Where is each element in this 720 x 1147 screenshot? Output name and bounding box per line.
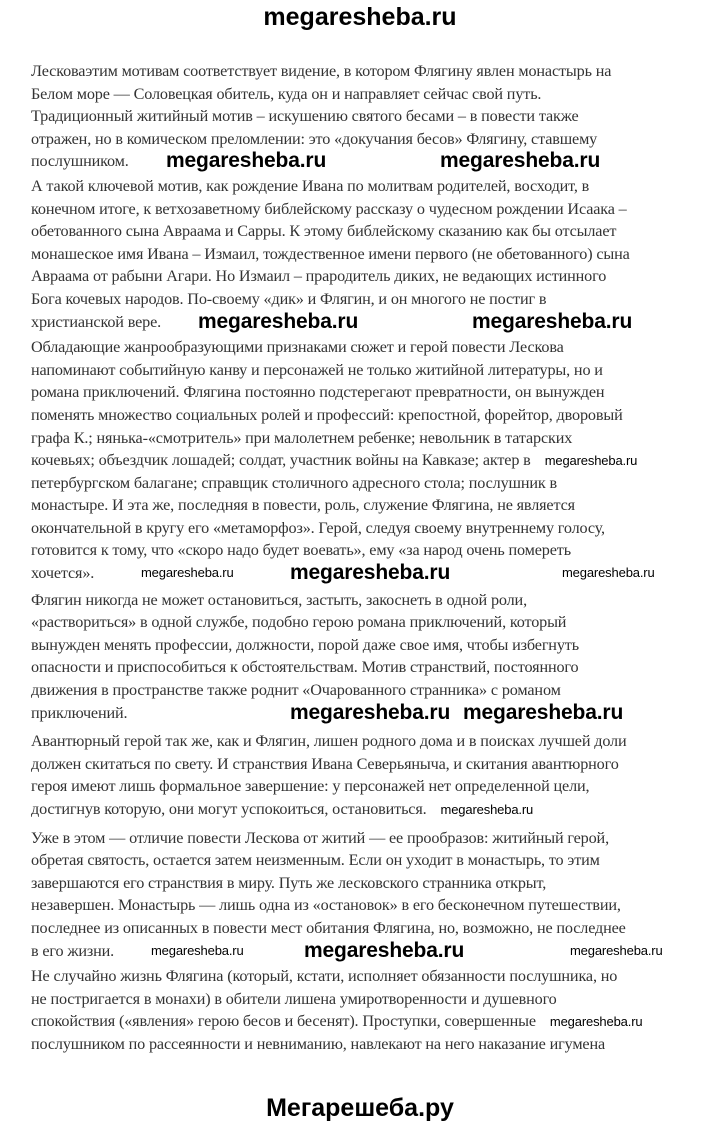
watermark: megaresheba.ru [166,149,327,173]
text-line-content: напоминают событийную канву и персонажей не только житийной литературы, но и [31,360,603,379]
text-line [31,1033,701,1056]
text-line-content: движения в пространстве также роднит «Очарованного странника» с романом [31,681,561,700]
text-line-content: петербургском балагане; справщик столичного адресного стола; послушник в [31,473,557,492]
watermark: megaresheba.ru [290,700,451,724]
text-line [31,730,701,753]
text-line [31,359,701,382]
text-line [31,589,701,612]
text-line-content: «раствориться» в одной службе, подобно герою романа приключений, который [31,613,567,632]
text-line-content: послушником по рассеянности и невниманию, навлекают на него наказание игумена [31,1034,606,1053]
text-line-content: не постригается в монахи) в обители лишена умиротворенности и душевного [31,989,557,1008]
paragraph [31,336,701,585]
watermark: megaresheba.ru [151,942,244,958]
text-line-content: Традиционный житийный мотив – искушению святого бесами – в повести также [31,107,579,126]
text-line [31,894,701,917]
text-line [31,849,701,872]
text-line [31,105,701,128]
text-line [31,827,701,850]
site-watermark-header: megaresheba.ru [263,3,457,31]
text-line [31,449,701,472]
text-line-content: отражен, но в комическом преломлении: это «докучания бесов» Флягину, ставшему [31,129,598,148]
text-line-content: героя имеют лишь формальное завершение: у персонажей нет определенной цели, [31,777,590,796]
watermark: megaresheba.ru [198,309,359,333]
watermark: megaresheba.ru [544,453,638,469]
text-line-content: опасности и приспособиться к обстоятельствам. Мотив странствий, постоянного [31,658,579,677]
text-line [31,311,701,334]
text-line-content: должен скитаться по свету. И странствия Ивана Северьяныча, и скитания авантюрного [31,754,619,773]
text-line [31,965,701,988]
text-line-content: конечном итоге, к ветхозаветному библейскому рассказу о чудесном рождении Исаака – [31,199,627,218]
paragraph [31,60,701,173]
watermark: megaresheba.ru [472,309,633,333]
text-line [31,872,701,895]
text-line [31,198,701,221]
watermark: megaresheba.ru [463,700,624,724]
text-line [31,404,701,427]
paragraph [31,827,701,963]
text-line [31,83,701,106]
watermark: megaresheba.ru [440,802,534,817]
text-line [31,150,701,173]
text-line-content: последнее из описанных в повести мест обитания Флягина, но, возможно, не последнее [31,918,626,937]
watermark: megaresheba.ru [570,942,663,958]
text-line [31,128,701,151]
watermark: megaresheba.ru [141,565,234,581]
watermark: megaresheba.ru [290,561,451,585]
text-line-content: кочевьях; объездчик лошадей; солдат, участник войны на Кавказе; актер в [31,451,531,470]
text-line-content: приключений. [31,703,128,722]
text-line [31,702,701,725]
text-line [31,175,701,198]
text-line-content: А такой ключевой мотив, как рождение Ивана по молитвам родителей, восходит, в [31,176,590,195]
paragraph [31,175,701,333]
text-line-content: незавершен. Монастырь — лишь одна из «остановок» в его бесконечном путешествии, [31,896,621,915]
text-line-content: Белом море — Соловецкая обитель, куда он и направляет сейчас свой путь. [31,84,542,103]
document-body [31,60,701,1056]
text-line-content: послушником. [31,152,129,171]
text-line-content: Авраама от рабыни Агари. Но Измаил – прародитель диких, не ведающих истинного [31,267,607,286]
text-line [31,679,701,702]
paragraph [31,589,701,725]
text-line [31,775,701,798]
text-line [31,472,701,495]
text-line-content: спокойствия («явления» герою бесов и бесенят). Проступки, совершенные [31,1012,536,1031]
text-line [31,427,701,450]
text-line-content: Обладающие жанрообразующими признаками сюжет и герой повести Лескова [31,338,564,357]
text-line [31,494,701,517]
text-line-content: в его жизни. [31,941,115,960]
text-line-content: поменять множество социальных ролей и профессий: крепостной, форейтор, дворовый [31,405,623,424]
text-line [31,1010,701,1033]
watermark: megaresheba.ru [562,565,655,581]
text-line [31,634,701,657]
text-line [31,753,701,776]
text-line-content: Лесковаэтим мотивам соответствует видение, в котором Флягину явлен монастырь на [31,62,612,80]
text-line [31,562,701,585]
text-line-content: Не случайно жизнь Флягина (который, кстати, исполняет обязанности послушника, но [31,967,618,986]
watermark: megaresheba.ru [549,1014,643,1030]
text-line-content: завершаются его странствия в миру. Путь же лесковского странника открыт, [31,873,547,892]
text-line-content: Авантюрный герой так же, как и Флягин, лишен родного дома и в поисках лучшей доли [31,732,627,751]
text-line-content: монашеское имя Ивана – Измаил, тождественное имени первого (не обетованного) сына [31,244,630,263]
text-line [31,517,701,540]
text-line-content: окончательной в кругу его «метаморфоз». Герой, следуя своему внутреннему голосу, [31,518,605,537]
text-line-content: романа приключений. Флягина постоянно подстерегают превратности, он вынужден [31,383,605,402]
text-line-content: христианской вере. [31,312,162,331]
text-line [31,381,701,404]
text-line [31,288,701,311]
text-line [31,611,701,634]
text-line [31,243,701,266]
text-line-content: хочется». [31,564,95,583]
text-line-content: достигнув которую, они могут успокоиться, остановиться. [31,800,427,818]
paragraph [31,965,701,1055]
text-line [31,539,701,562]
text-line-content: готовится к тому, что «скоро надо будет воевать», ему «за народ очень помереть [31,541,571,560]
text-line-content: графа К.; нянька-«смотритель» при малолетнем ребенке; невольник в татарских [31,428,573,447]
text-line [31,940,701,963]
text-line-content: монастыре. И эта же, последняя в повести, роль, служение Флягина, не является [31,496,575,515]
text-line-content: Уже в этом — отличие повести Лескова от житий — ее прообразов: житийный герой, [31,828,609,847]
watermark: megaresheba.ru [304,938,465,962]
text-line [31,988,701,1011]
text-line [31,917,701,940]
text-line-content: Флягин никогда не может остановиться, застыть, закоснеть в одной роли, [31,590,527,609]
site-watermark-footer: Мегарешеба.ру [266,1094,454,1122]
text-line-content: вынужден менять профессии, должности, порой даже свое имя, чтобы избегнуть [31,635,579,654]
text-line-content: обретая святость, остается затем неизменным. Если он уходит в монастырь, то этим [31,851,600,870]
text-line [31,336,701,359]
watermark: megaresheba.ru [440,149,601,173]
text-line [31,220,701,243]
text-line [31,798,701,821]
paragraph [31,730,701,820]
text-line-content: обетованного сына Авраама и Сарры. К этому библейскому сказанию как бы отсылает [31,222,617,241]
text-line-content: Бога кочевых народов. По-своему «дик» и Флягин, и он многого не постиг в [31,289,547,308]
text-line [31,60,701,83]
text-line [31,656,701,679]
text-line [31,265,701,288]
